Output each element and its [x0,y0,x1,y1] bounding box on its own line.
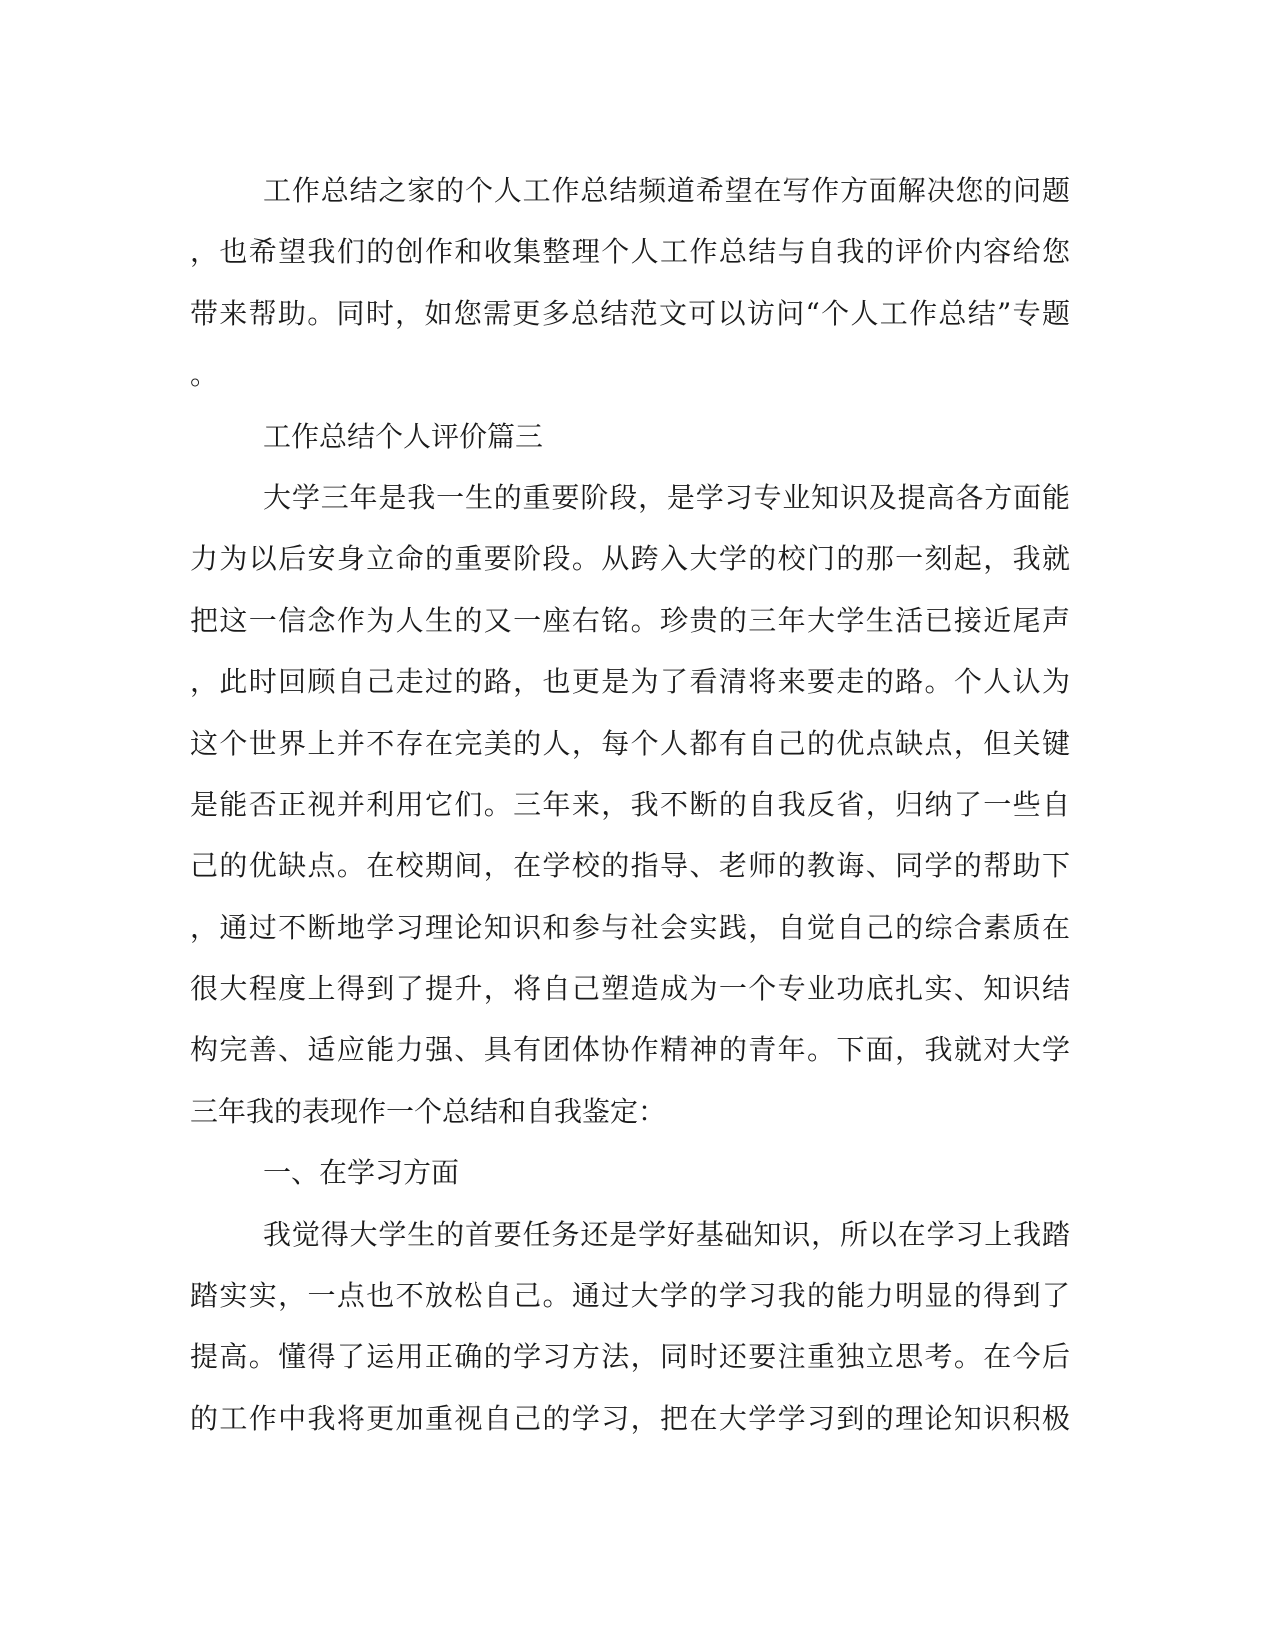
text-line: 这个世界上并不存在完美的人，每个人都有自己的优点缺点，但关键 [190,726,1070,760]
text-line: 。 [190,358,219,392]
text-line: 的工作中我将更加重视自己的学习，把在大学学习到的理论知识积极 [190,1401,1070,1435]
text-line: ，通过不断地学习理论知识和参与社会实践，自觉自己的综合素质在 [190,910,1070,944]
text-line: 我觉得大学生的首要任务还是学好基础知识，所以在学习上我踏 [263,1217,1070,1251]
text-line: 带来帮助。同时，如您需更多总结范文可以访问“个人工作总结”专题 [190,296,1070,330]
text-line: 构完善、适应能力强、具有团体协作精神的青年。下面，我就对大学 [190,1033,1070,1067]
text-line: 是能否正视并利用它们。三年来，我不断的自我反省，归纳了一些自 [190,787,1070,821]
text-line: ，此时回顾自己走过的路，也更是为了看清将来要走的路。个人认为 [190,665,1070,699]
text-line: 三年我的表现作一个总结和自我鉴定： [190,1094,667,1128]
text-line: ，也希望我们的创作和收集整理个人工作总结与自我的评价内容给您 [190,235,1070,269]
text-line: 力为以后安身立命的重要阶段。从跨入大学的校门的那一刻起，我就 [190,542,1070,576]
text-line: 工作总结个人评价篇三 [263,419,544,453]
text-line: 己的优缺点。在校期间，在学校的指导、老师的教诲、同学的帮助下 [190,849,1070,883]
text-line: 一、在学习方面 [263,1156,460,1190]
text-line: 很大程度上得到了提升，将自己塑造成为一个专业功底扎实、知识结 [190,972,1070,1006]
text-line: 大学三年是我一生的重要阶段，是学习专业知识及提高各方面能 [263,480,1070,514]
document-body [190,160,1070,1449]
text-line: 把这一信念作为人生的又一座右铭。珍贵的三年大学生活已接近尾声 [190,603,1070,637]
text-line: 工作总结之家的个人工作总结频道希望在写作方面解决您的问题 [263,174,1070,207]
text-line: 提高。懂得了运用正确的学习方法，同时还要注重独立思考。在今后 [190,1340,1070,1374]
text-line: 踏实实，一点也不放松自己。通过大学的学习我的能力明显的得到了 [190,1279,1070,1313]
